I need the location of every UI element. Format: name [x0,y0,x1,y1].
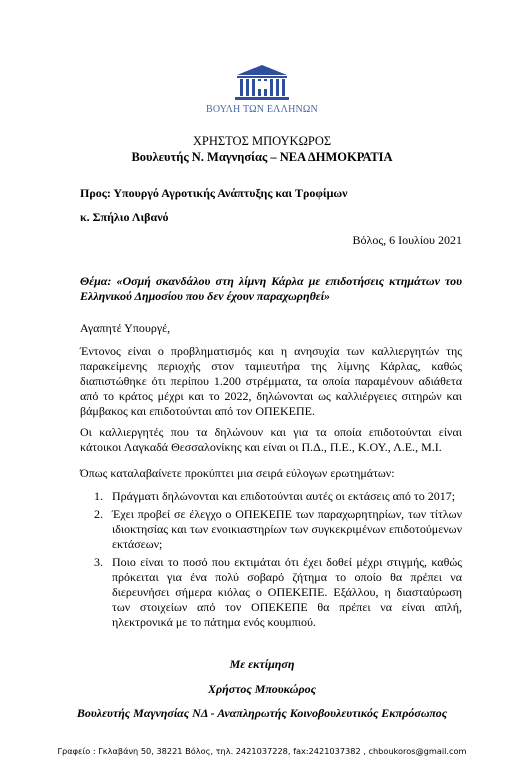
footer-contact: Γραφείο : Γκλαβάνη 50, 38221 Βόλος, τηλ. 2421037228, fax:2421037382 , chboukoros@gmail.com [57,746,467,756]
list-item [80,555,462,630]
list-text: Έχει προβεί σε έλεγχο ο ΟΠΕΚΕΠΕ των παραχωρητηρίων, των τίτλων ιδιοκτησίας και των ενοικιαστηρίων των συγκεκριμένων επιδοτούμενων εκτάσεων; [112,507,462,551]
list-number: 3. [94,555,103,569]
signature-name: Χρήστος Μπουκώρος [207,682,316,696]
list-item [80,489,462,504]
list-number: 2. [94,507,103,521]
closing: Με εκτίμηση [229,657,295,671]
recipient: Προς: Υπουργό Αγροτικής Ανάπτυξης και Τροφίμων [80,186,348,200]
minister-name: κ. Σπήλιο Λιβανό [80,210,169,224]
letter-subject: Θέμα: «Οσμή σκανδάλου στη λίμνη Κάρλα με επιδοτήσεις κτημάτων του Ελληνικού Δημοσίου που δεν έχουν παραχωρηθεί» [80,274,462,303]
paragraph-2: Οι καλλιεργητές που τα δηλώνουν και για τα οποία επιδοτούνται είναι κάτοικοι Λαγκαδά Θεσσαλονίκης και είναι οι Π.Δ., Π.Ε., Κ.ΟΥ., Λ.Ε., Μ.Ι. [80,425,462,454]
list-item [80,507,462,552]
list-text: Πράγματι δηλώνονται και επιδοτούνται αυτές οι εκτάσεις από το 2017; [112,489,456,503]
parliament-logo-icon [233,63,291,103]
paragraph-3: Όπως καταλαβαίνετε προκύπτει μια σειρά εύλογων ερωτημάτων: [80,466,395,480]
list-number: 1. [94,489,103,503]
questions-list [80,489,462,633]
letter-date: Βόλος, 6 Ιουλίου 2021 [352,233,462,247]
org-name: ΒΟΥΛΗ ΤΩΝ ΕΛΛΗΝΩΝ [206,104,318,115]
signature-title: Βουλευτής Μαγνησίας ΝΔ - Αναπληρωτής Κοινοβουλευτικός Εκπρόσωπος [76,706,448,720]
paragraph-1: Έντονος είναι ο προβληματισμός και η ανησυχία των καλλιεργητών της παρακείμενης περιοχής στον ταμιευτήρα της λίμνης Κάρλας, καθώς διαπιστώθηκε ότι περίπου 1.200 στρέμματα, τα οποία παραμένουν αδιάθετα από το κράτος μέχρι και το 2022, δηλώνονται ως καλλιέργειες σιτηρών και βάμβακος και επιδοτούνται από τον ΟΠΕΚΕΠΕ. [80,344,462,418]
mp-role: Βουλευτής Ν. Μαγνησίας – ΝΕΑ ΔΗΜΟΚΡΑΤΙΑ [131,150,393,164]
list-text: Ποιο είναι το ποσό που εκτιμάται ότι έχει δοθεί μέχρι στιγμής, καθώς πρόκειται για ένα πολύ σοβαρό ζήτημα το οποίο θα πρέπει να διερευνήσει σήμερα κιόλας ο ΟΠΕΚΕΠΕ. Εξάλλου, η διασταύρωση των στοιχείων από τον ΟΠΕΚΕΠΕ θα πρέπει να είναι απλή, ηλεκτρονικά με το πάτημα ενός κουμπιού. [112,555,462,629]
mp-name: ΧΡΗΣΤΟΣ ΜΠΟΥΚΩΡΟΣ [192,134,332,148]
greeting: Αγαπητέ Υπουργέ, [80,321,171,335]
